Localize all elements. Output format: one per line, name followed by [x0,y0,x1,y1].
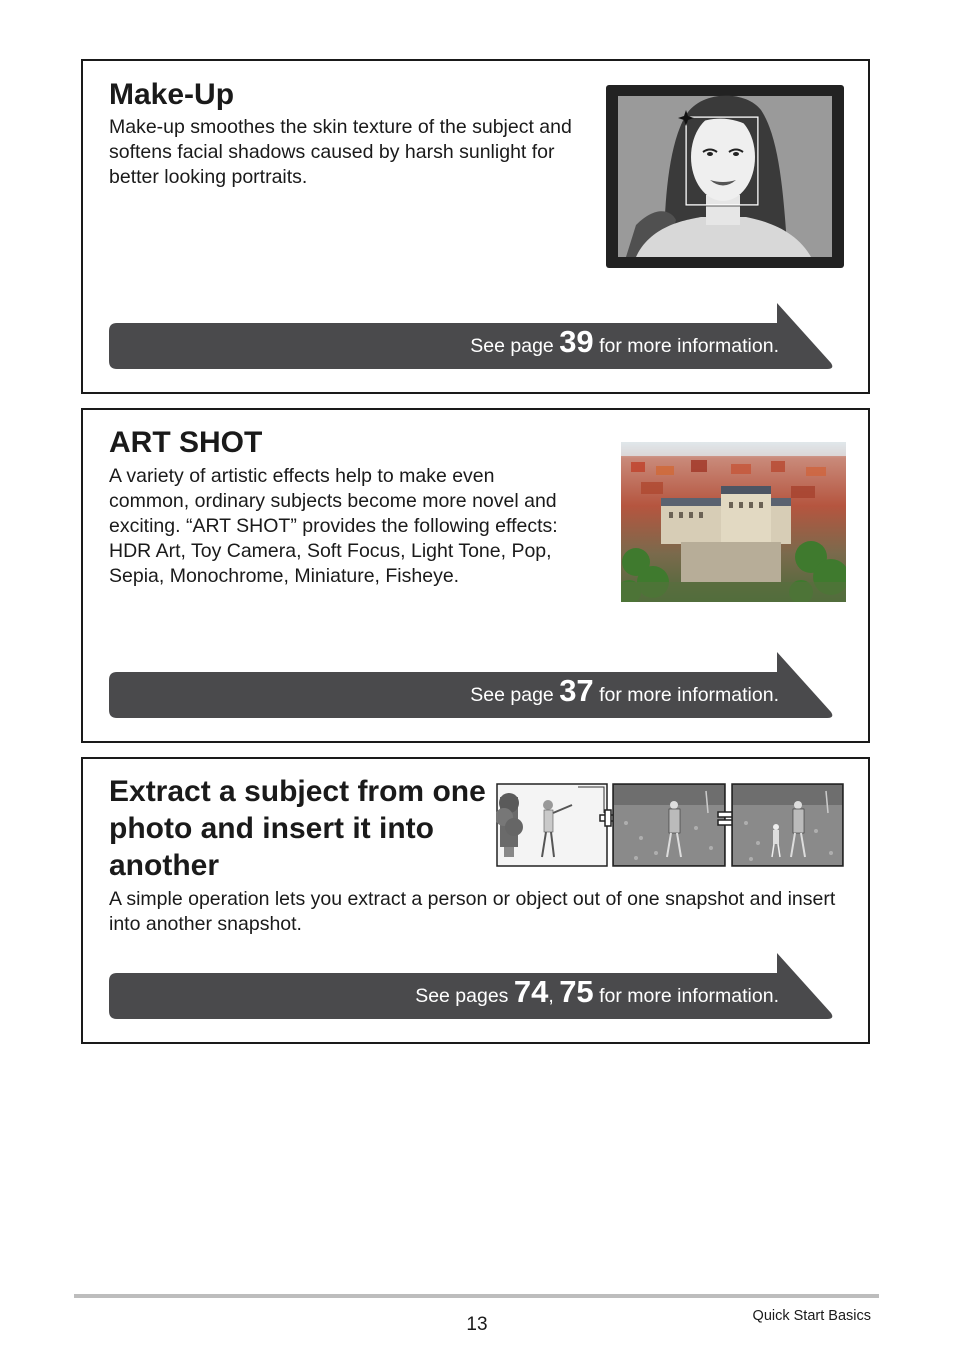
makeup-section [81,59,870,394]
page-number-link[interactable]: 37 [559,673,594,708]
section-description: A simple operation lets you extract a person or object out of one snapshot and insert into another snapshot. [109,888,836,935]
page-number-link[interactable]: 75 [559,974,594,1009]
banner-separator: , [548,985,554,1007]
extract-insert-section [81,757,870,1044]
page-number-link[interactable]: 39 [559,324,594,359]
banner-suffix: for more information. [599,684,779,706]
see-page-banner [109,652,835,720]
page-number-link[interactable]: 74 [513,974,549,1009]
chapter-name: Quick Start Basics [752,1308,871,1324]
miniature-city-photo [621,442,846,607]
page-number: 13 [466,1314,488,1335]
portrait-face-detection-image [606,85,844,273]
extract-insert-diagram [496,783,844,872]
banner-prefix: See pages [415,985,509,1007]
banner-prefix: See page [470,684,554,706]
page-reference [415,974,779,1010]
footer-divider [74,1294,879,1298]
section-description: Make-up smoothes the skin texture of the subject and softens facial shadows caused by harsh sunlight for better looking portraits. [109,116,572,188]
see-page-banner [109,303,835,371]
background-photo-image [613,784,725,866]
section-title: ART SHOT [109,426,263,459]
page-reference [470,324,779,360]
banner-prefix: See page [470,335,554,357]
source-photo-image [496,784,607,866]
banner-suffix: for more information. [599,335,779,357]
art-shot-section [81,408,870,743]
page-reference [470,673,779,709]
section-title: Extract a subject from one photo and insert it into another [109,775,486,882]
section-description: A variety of artistic effects help to make even common, ordinary subjects become more novel and exciting. “ART SHOT” provides the following effects: HDR Art, Toy Camera, Soft Focus, Light Tone, Pop, Sepia, Monochrome, Miniature, Fisheye. [109,465,558,587]
see-pages-banner [109,953,835,1021]
banner-suffix: for more information. [599,985,779,1007]
section-title: Make-Up [109,78,235,111]
result-photo-image [732,784,843,866]
